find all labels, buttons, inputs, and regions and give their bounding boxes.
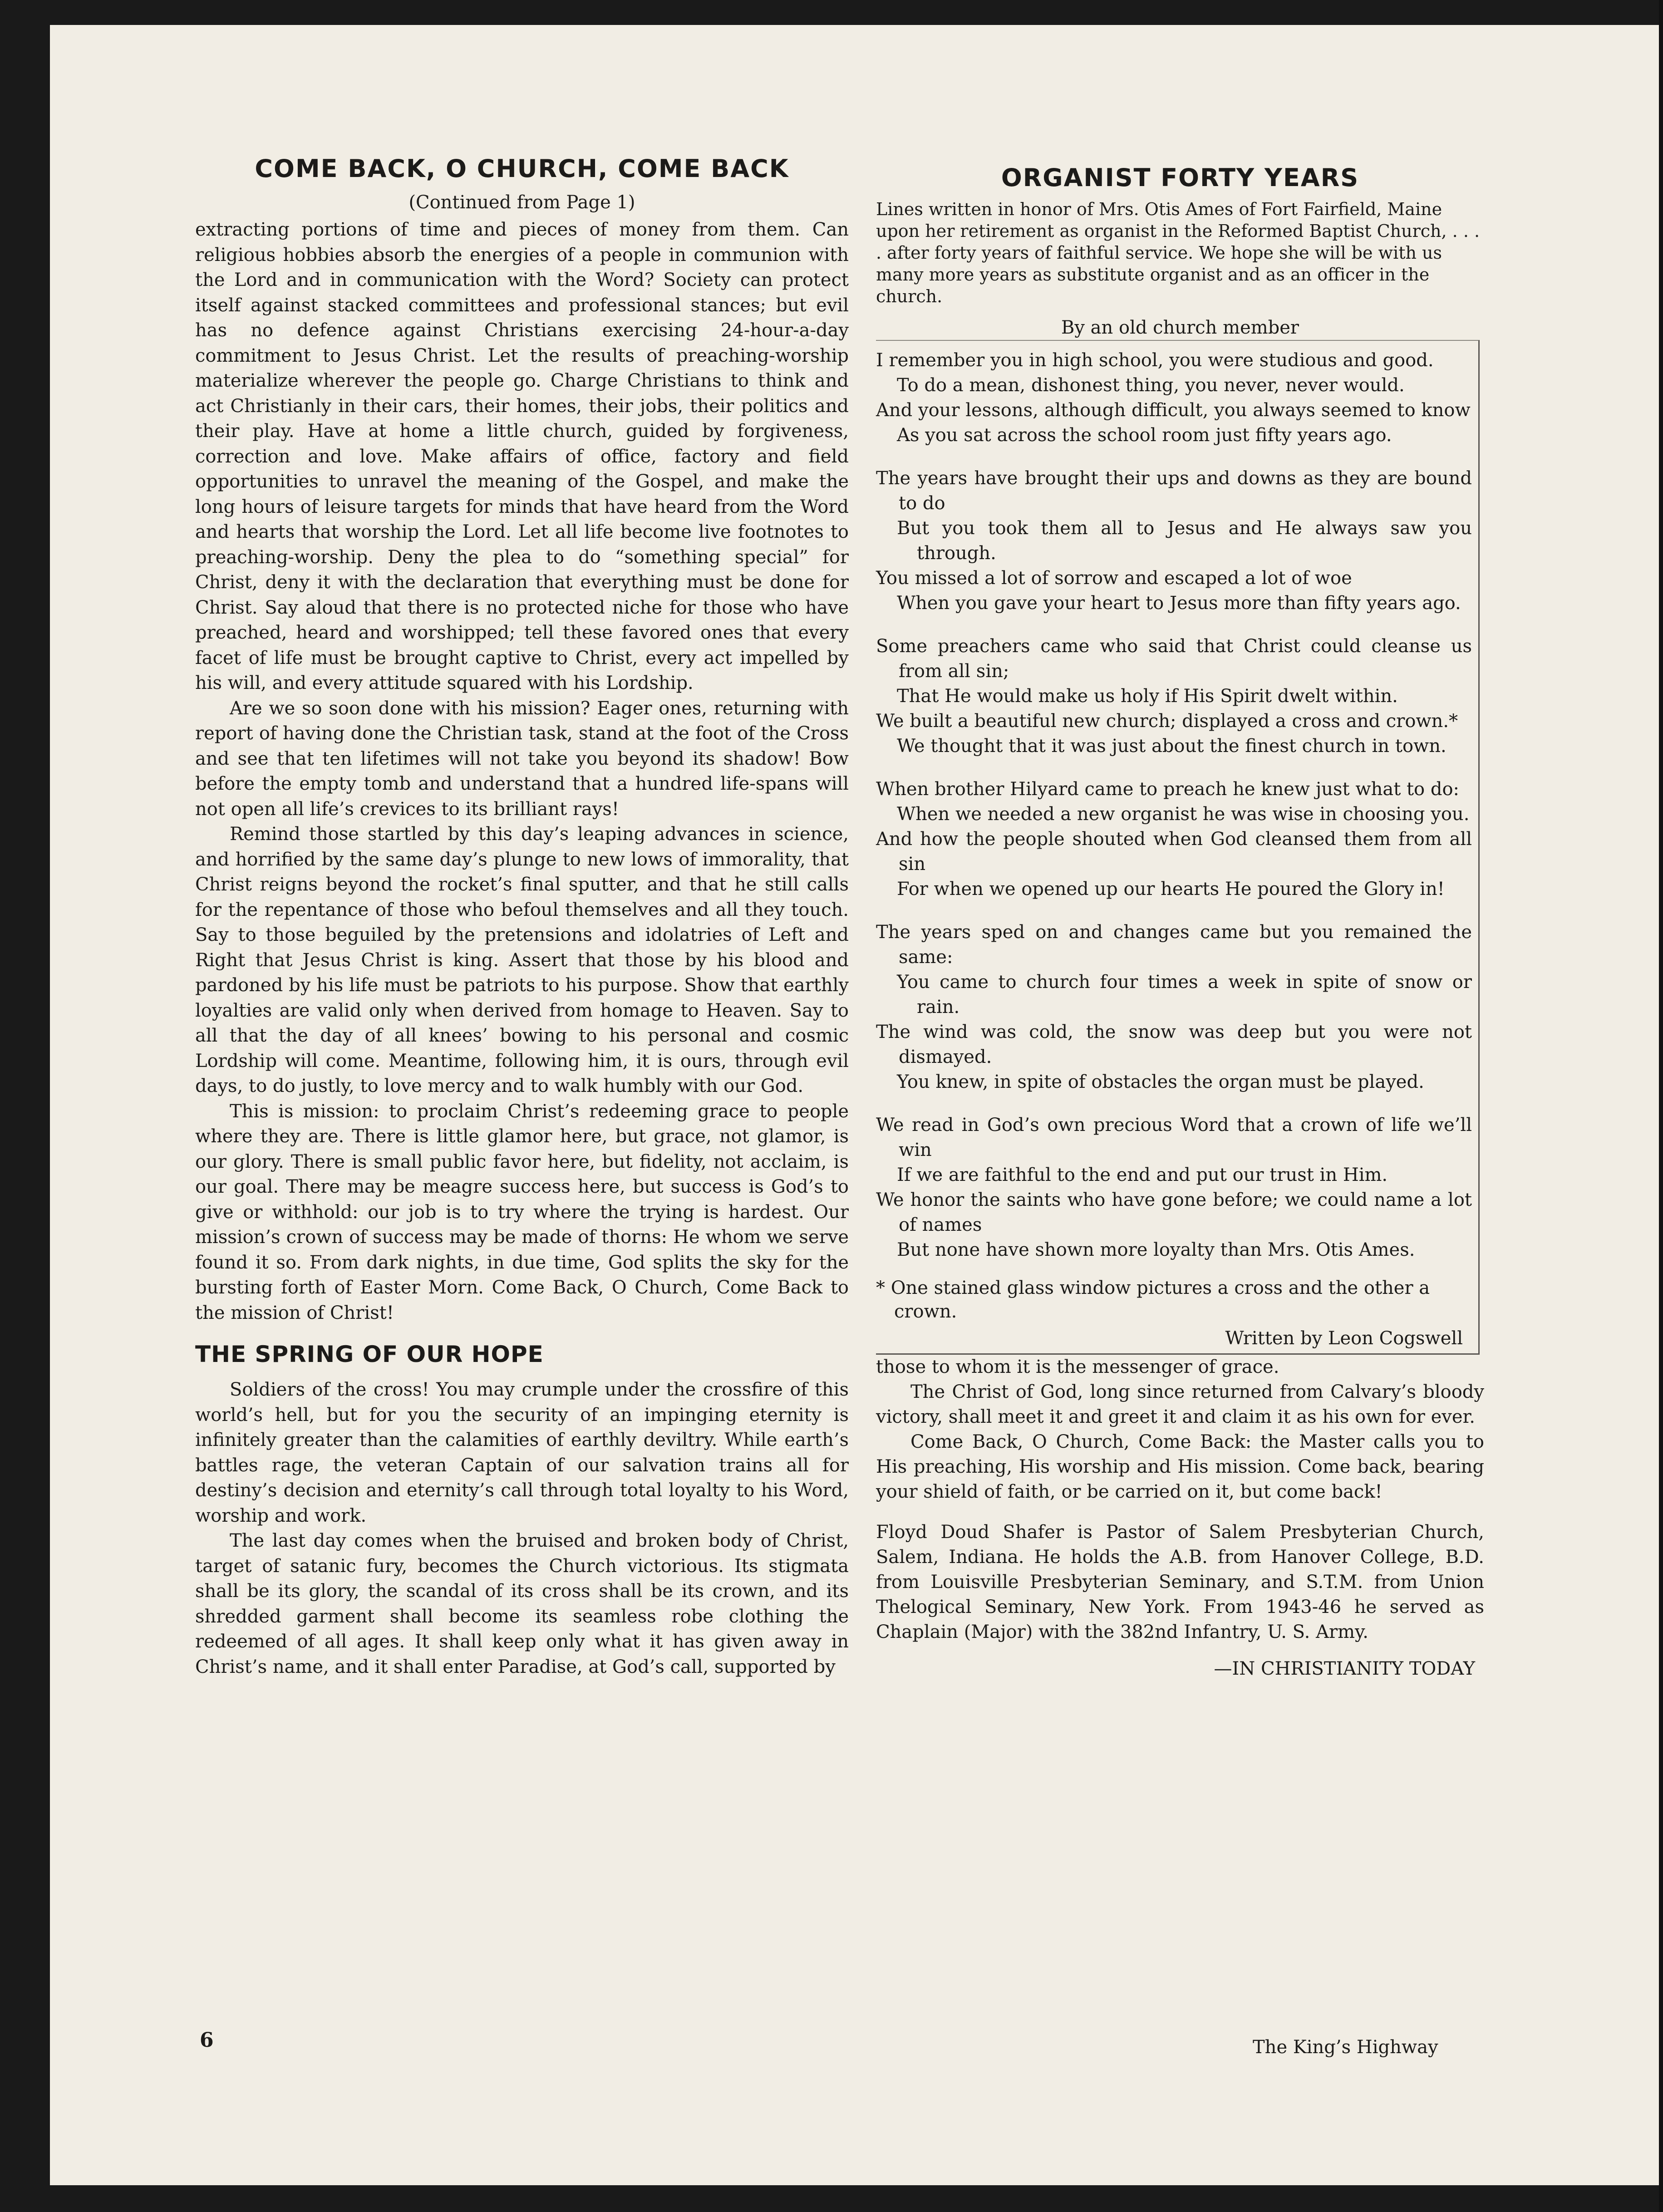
page-number: 6	[200, 2029, 214, 2052]
poem-line: That He would make us holy if His Spirit dwelt within.	[897, 686, 1398, 707]
poem-stanza	[876, 466, 1472, 616]
poem-stanza	[876, 634, 1472, 759]
poem-stanza	[876, 1113, 1472, 1263]
page-edge	[1659, 0, 1663, 2212]
poem-line: You missed a lot of sorrow and escaped a lot of woe	[876, 568, 1352, 589]
poem-line: To do a mean, dishonest thing, you never, never would.	[897, 375, 1405, 396]
poem-title: ORGANIST FORTY YEARS	[1001, 163, 1359, 192]
article-paragraph: Remind those startled by this day’s leaping advances in science, and horrified by the same day’s plunge to new lows of immorality, that Christ reigns beyond the rocket’s final sputter, and that he still calls for the repentance of those who befoul themselves and all they touch. Say to those beguiled by the pretensions and idolatries of Left and Right that Jesus Christ is king. Assert that those by his blood and pardoned by his life must be patriots to his purpose. Show that earthly loyalties are valid only when derived from homage to Heaven. Say to all that the day of all knees’ bowing to his personal and cosmic Lordship will come. Meantime, following him, it is ours, through evil days, to do justly, to love mercy and to walk humbly with our God.	[195, 824, 849, 1096]
poem-footnote: * One stained glass window pictures a cross and the other a crown.	[876, 1278, 1430, 1322]
article-continuation: Come Back, O Church, Come Back: the Master calls you to His preaching, His worship and His mission. Come back, bearing your shield of faith, or be carried on it, but come back!	[876, 1431, 1484, 1502]
article-paragraph: extracting portions of time and pieces of money from them. Can religious hobbies absorb the energies of a people in communion with the Lord and in communication with the Word? Society can protect itself against stacked committees and professional stances; but evil has no defence against Christians exercising 24-hour-a-day commitment to Jesus Christ. Let the results of preaching-worship materialize wherever the people go. Charge Christians to think and act Christianly in their cars, their homes, their jobs, their politics and their play. Have at home a little church, guided by forgiveness, correction and love. Make affairs of office, factory and field opportunities to unravel the meaning of the Gospel, and make the long hours of leisure targets for minds that have heard from the Word and hearts that worship the Lord. Let all life become live footnotes to preaching-worship. Deny the plea to do “something special” for Christ, deny it with the declaration that everything must be done for Christ. Say aloud that there is no protected niche for those who have preached, heard and worshipped; tell these favored ones that every facet of life must be brought captive to Christ, every act impelled by his will, and every attitude squared with his Lordship.	[195, 219, 849, 693]
poem-line: We honor the saints who have gone before; we could name a lot of names	[876, 1190, 1472, 1235]
poem-line: You knew, in spite of obstacles the organ must be played.	[897, 1072, 1424, 1092]
poem-body	[876, 340, 1480, 1355]
poem-line: When brother Hilyard came to preach he knew just what to do:	[876, 779, 1460, 800]
poem-line: If we are faithful to the end and put our trust in Him.	[897, 1165, 1388, 1185]
section-paragraph: Soldiers of the cross! You may crumple under the crossfire of this world’s hell, but for you the security of an impinging eternity is infinitely greater than the calamities of earthly deviltry. While earth’s battles rage, the veteran Captain of our salvation trains all for destiny’s decision and eternity’s call through total loyalty to his Word, worship and work.	[195, 1379, 849, 1526]
poem-line: The years sped on and changes came but you remained the same:	[876, 922, 1472, 968]
poem-line: When we needed a new organist he was wise in choosing you.	[897, 804, 1470, 825]
section-title: THE SPRING OF OUR HOPE	[195, 1341, 544, 1367]
poem-line: For when we opened up our hearts He poured the Glory in!	[897, 879, 1445, 900]
article-continuation: those to whom it is the messenger of grace.	[876, 1357, 1279, 1377]
publication-name: The King’s Highway	[1253, 2037, 1438, 2058]
poem-intro: Lines written in honor of Mrs. Otis Ames of Fort Fairfield, Maine upon her retirement as organist in the Reformed Baptist Church, . . . . after forty years of faithful service. We hope she will be with us many more years as substitute organist and as an officer in the church.	[876, 199, 1480, 306]
article-paragraph: Are we so soon done with his mission? Eager ones, returning with report of having done the Christian task, stand at the foot of the Cross and see that ten lifetimes will not take you beyond its shadow! Bow before the empty tomb and understand that a hundred life-spans will not open all life’s crevices to its brilliant rays!	[195, 698, 849, 820]
poem-line: The wind was cold, the snow was deep but you were not dismayed.	[876, 1022, 1472, 1067]
author-bio: Floyd Doud Shafer is Pastor of Salem Presbyterian Church, Salem, Indiana. He holds the A.B. from Hanover College, B.D. from Louisville Presbyterian Seminary, and S.T.M. from Union Thelogical Seminary, New York. From 1943-46 he served as Chaplain (Major) with the 382nd Infantry, U. S. Army.	[876, 1522, 1484, 1642]
section-paragraph: The last day comes when the bruised and broken body of Christ, target of satanic fury, becomes the Church victorious. Its stigmata shall be its glory, the scandal of its cross shall be its crown, and its shredded garment shall become its seamless robe clothing the redeemed of all ages. It shall keep only what it has given away in Christ’s name, and it shall enter Paradise, at God’s call, supported by	[195, 1530, 849, 1677]
poem-line: I remember you in high school, you were studious and good.	[876, 350, 1434, 371]
article-continuation: The Christ of God, long since returned from Calvary’s bloody victory, shall meet it and greet it and claim it as his own for ever.	[876, 1381, 1484, 1427]
poem-line: As you sat across the school room just fifty years ago.	[897, 425, 1392, 446]
poem-line: When you gave your heart to Jesus more than fifty years ago.	[897, 593, 1461, 614]
source-credit: —IN CHRISTIANITY TODAY	[1214, 1658, 1475, 1679]
poem-byline: By an old church member	[1061, 317, 1299, 338]
poem-line: We thought that it was just about the finest church in town.	[897, 736, 1447, 757]
article-title: COME BACK, O CHURCH, COME BACK	[255, 154, 789, 183]
poem-line: We read in God’s own precious Word that a crown of life we’ll win	[876, 1115, 1472, 1160]
poem-line: But none have shown more loyalty than Mrs. Otis Ames.	[897, 1239, 1415, 1260]
poem-author: Written by Leon Cogswell	[1225, 1328, 1463, 1349]
poem-line: You came to church four times a week in spite of snow or rain.	[897, 972, 1472, 1018]
poem-line: Some preachers came who said that Christ could cleanse us from all sin;	[876, 636, 1472, 682]
poem-stanza	[876, 920, 1472, 1095]
poem-line: And how the people shouted when God cleansed them from all sin	[876, 829, 1472, 875]
right-column	[876, 163, 1484, 1679]
article-paragraph: This is mission: to proclaim Christ’s redeeming grace to people where they are. There is little glamor here, but grace, not glamor, is our glory. There is small public favor here, but fidelity, not acclaim, is our goal. There may be meagre success here, but success is God’s to give or withhold: our job is to try where the trying is hardest. Our mission’s crown of success may be made of thorns: He whom we serve found it so. From dark nights, in due time, God splits the sky for the bursting forth of Easter Morn. Come Back, O Church, Come Back to the mission of Christ!	[195, 1101, 849, 1323]
poem-line: The years have brought their ups and downs as they are bound to do	[876, 468, 1472, 514]
left-column	[195, 154, 849, 1680]
poem-stanza	[876, 777, 1472, 902]
poem-line: But you took them all to Jesus and He always saw you through.	[897, 518, 1472, 564]
poem-line: And your lessons, although difficult, you always seemed to know	[876, 400, 1471, 421]
poem-stanza	[876, 348, 1472, 448]
poem-line: We built a beautiful new church; displayed a cross and crown.*	[876, 711, 1458, 732]
continued-note: (Continued from Page 1)	[408, 192, 635, 213]
